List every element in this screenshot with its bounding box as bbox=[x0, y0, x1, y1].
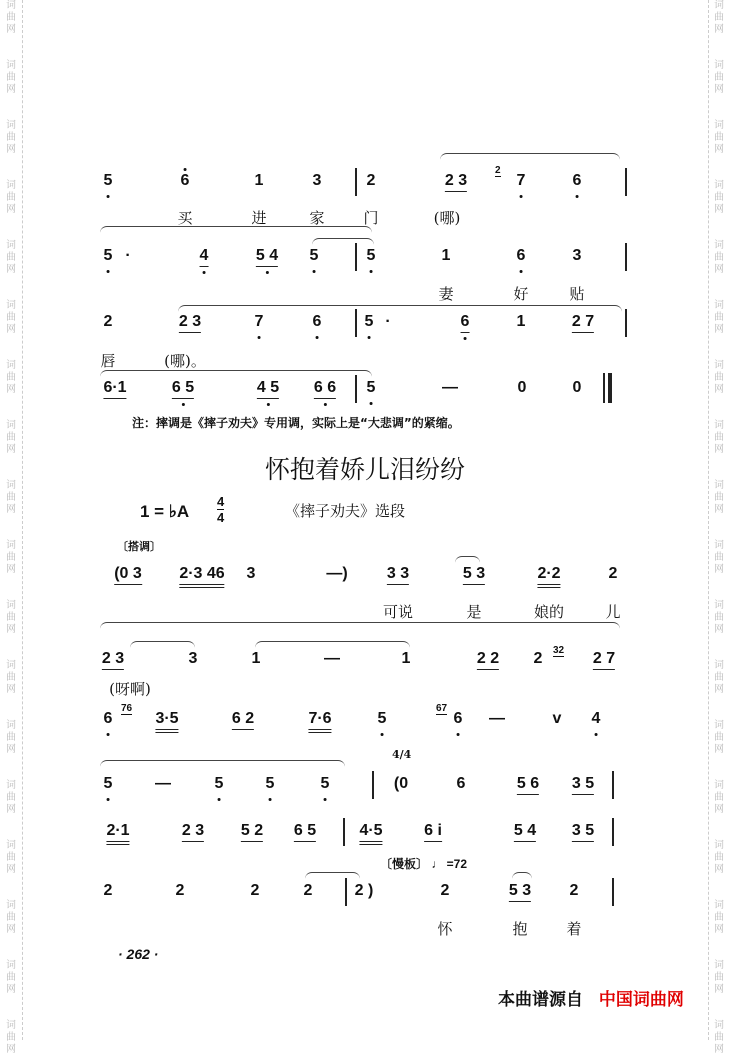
note: 6 bbox=[180, 172, 190, 189]
meter-change: 4/4 bbox=[392, 748, 412, 761]
watermark: 词 曲 网 bbox=[714, 180, 724, 215]
note: 6 bbox=[572, 172, 582, 189]
watermark: 词 曲 网 bbox=[6, 300, 16, 335]
note: 6 6 bbox=[314, 379, 336, 399]
barline bbox=[355, 168, 357, 196]
note: 2 7 bbox=[593, 650, 615, 670]
note: 2 3 bbox=[445, 172, 467, 192]
note: 6 bbox=[456, 775, 466, 792]
tempo-marking: 〔慢板〕 ♩ =72 bbox=[380, 857, 468, 871]
watermark: 词 曲 网 bbox=[714, 360, 724, 395]
note: 6 5 bbox=[294, 822, 316, 842]
watermark: 词 曲 网 bbox=[714, 0, 724, 35]
note: 5 4 bbox=[256, 247, 278, 267]
final-barline-thin bbox=[603, 373, 605, 403]
watermark: 词 曲 网 bbox=[714, 480, 724, 515]
note: 4 5 bbox=[257, 379, 279, 399]
note: 2 bbox=[250, 882, 260, 899]
note: 4 bbox=[591, 710, 601, 727]
barline bbox=[355, 243, 357, 271]
lyric: 可说 bbox=[382, 603, 414, 621]
lyric: 妻 bbox=[438, 285, 454, 303]
note: 2 bbox=[608, 565, 618, 582]
page-number: · 262 · bbox=[118, 946, 159, 962]
lyric: 门 bbox=[363, 209, 379, 227]
note: v bbox=[552, 710, 562, 727]
lyric: 好 bbox=[513, 285, 529, 303]
time-signature bbox=[217, 494, 224, 525]
lyric: 抱 bbox=[512, 920, 528, 938]
barline bbox=[625, 168, 627, 196]
note: 6 i bbox=[424, 822, 442, 842]
note: 5 bbox=[103, 775, 113, 792]
note: — bbox=[324, 650, 340, 667]
watermark: 词 曲 网 bbox=[714, 60, 724, 95]
note: 6 bbox=[461, 313, 470, 333]
lyric: 贴 bbox=[569, 285, 585, 303]
key-signature: 1 = ♭A bbox=[140, 502, 190, 521]
note: 2·3 46 bbox=[179, 565, 224, 588]
footer-source bbox=[498, 990, 684, 1011]
watermark: 词 曲 网 bbox=[714, 600, 724, 635]
note: 1 bbox=[441, 247, 451, 264]
subtitle: 《摔子劝夫》选段 bbox=[285, 502, 406, 520]
lyric: 唇 bbox=[100, 352, 116, 370]
source-label: 本曲谱源自 bbox=[498, 990, 583, 1010]
lyric: 着 bbox=[566, 920, 582, 938]
note: 2·2 bbox=[537, 565, 560, 588]
note: 6 bbox=[516, 247, 526, 264]
slur-line bbox=[255, 641, 410, 648]
watermark: 词 曲 网 bbox=[6, 240, 16, 275]
note: 5 bbox=[103, 172, 113, 189]
watermark: 词 曲 网 bbox=[714, 240, 724, 275]
note: 2 ) bbox=[354, 882, 374, 899]
watermark: 词 曲 网 bbox=[714, 420, 724, 455]
time-sig-top: 4 bbox=[217, 494, 225, 509]
lyric: 怀 bbox=[437, 920, 453, 938]
slur-line bbox=[130, 641, 195, 648]
barline bbox=[345, 878, 347, 906]
note: · bbox=[385, 313, 391, 330]
barline bbox=[612, 771, 614, 799]
note: 6·1 bbox=[103, 379, 126, 399]
watermark: 词 曲 网 bbox=[6, 60, 16, 95]
slur-line bbox=[100, 370, 372, 377]
note: 2 7 bbox=[572, 313, 594, 333]
time-sig-bottom: 4 bbox=[217, 510, 225, 525]
slur-line bbox=[178, 305, 622, 312]
lyric: (呀啊) bbox=[109, 680, 151, 698]
note: 3 bbox=[572, 247, 582, 264]
watermark: 词 曲 网 bbox=[6, 960, 16, 995]
note: 2 bbox=[175, 882, 185, 899]
note: 2 3 bbox=[179, 313, 201, 333]
lyric: 家 bbox=[309, 209, 325, 227]
song-title: 怀抱着娇儿泪纷纷 bbox=[264, 455, 466, 484]
note: (0 3 bbox=[114, 565, 142, 585]
grace-note: 32 bbox=[553, 645, 565, 656]
note: —) bbox=[326, 565, 348, 582]
note: 3 5 bbox=[572, 775, 594, 795]
note: — bbox=[489, 710, 505, 727]
note: 3 3 bbox=[387, 565, 409, 585]
lyric: 进 bbox=[251, 209, 267, 227]
note: 1 bbox=[251, 650, 261, 667]
note: 2 bbox=[303, 882, 313, 899]
watermark: 词 曲 网 bbox=[714, 120, 724, 155]
note: 6 bbox=[103, 710, 113, 727]
slur-line bbox=[100, 760, 345, 767]
note: 5 bbox=[320, 775, 330, 792]
watermark: 词 曲 网 bbox=[6, 0, 16, 35]
note: 5 bbox=[214, 775, 224, 792]
watermark: 词 曲 网 bbox=[714, 840, 724, 875]
note: 2 bbox=[366, 172, 376, 189]
note: 3 bbox=[188, 650, 198, 667]
note: 1 bbox=[254, 172, 264, 189]
watermark: 词 曲 网 bbox=[714, 720, 724, 755]
note: 3 bbox=[312, 172, 322, 189]
watermark: 词 曲 网 bbox=[714, 660, 724, 695]
note: 0 bbox=[572, 379, 582, 396]
note: — bbox=[442, 379, 458, 396]
barline bbox=[625, 243, 627, 271]
note: 4 bbox=[200, 247, 209, 267]
note: 5 bbox=[265, 775, 275, 792]
watermark: 词 曲 网 bbox=[6, 120, 16, 155]
note: 1 bbox=[401, 650, 411, 667]
note: 5 bbox=[103, 247, 113, 264]
watermark: 词 曲 网 bbox=[714, 1020, 724, 1055]
note: 7 bbox=[254, 313, 264, 330]
watermark: 词 曲 网 bbox=[6, 180, 16, 215]
note: · bbox=[125, 247, 131, 264]
lyric: (哪) bbox=[433, 209, 461, 227]
note: 2 bbox=[440, 882, 450, 899]
section-label: 〔搭调〕 bbox=[117, 541, 161, 553]
barline bbox=[372, 771, 374, 799]
watermark: 词 曲 网 bbox=[6, 540, 16, 575]
note: 2 bbox=[569, 882, 579, 899]
site-name-link[interactable]: 中国词曲网 bbox=[598, 990, 684, 1010]
note: 5 6 bbox=[517, 775, 539, 795]
note: 5 bbox=[366, 247, 376, 264]
watermark: 词 曲 网 bbox=[714, 960, 724, 995]
note: 5 3 bbox=[463, 565, 485, 585]
barline bbox=[612, 878, 614, 906]
note: 6 2 bbox=[232, 710, 254, 730]
barline bbox=[612, 818, 614, 846]
note: 2 2 bbox=[477, 650, 499, 670]
grace-note: 76 bbox=[121, 703, 133, 714]
note: 7 bbox=[516, 172, 526, 189]
note: 5 3 bbox=[509, 882, 531, 902]
watermark: 词 曲 网 bbox=[6, 660, 16, 695]
lyric: 是 bbox=[466, 603, 482, 621]
note: 4·5 bbox=[359, 822, 382, 845]
lyric: 儿 bbox=[605, 603, 621, 621]
note: 2 3 bbox=[102, 650, 124, 670]
note: 6 bbox=[312, 313, 322, 330]
barline bbox=[343, 818, 345, 846]
note: 5 bbox=[364, 313, 374, 330]
slur-line bbox=[440, 153, 620, 160]
barline bbox=[355, 375, 357, 403]
watermark: 词 曲 网 bbox=[714, 780, 724, 815]
note: 7·6 bbox=[308, 710, 331, 733]
slur-line bbox=[100, 226, 372, 233]
slur-line bbox=[512, 872, 532, 879]
note: 3 5 bbox=[572, 822, 594, 842]
watermark: 词 曲 网 bbox=[6, 360, 16, 395]
footnote: 注：摔调是《摔子劝夫》专用调，实际上是“大悲调”的紧缩。 bbox=[132, 416, 460, 430]
note: 3 bbox=[246, 565, 256, 582]
note: 5 4 bbox=[514, 822, 536, 842]
note: 6 5 bbox=[172, 379, 194, 399]
watermark: 词 曲 网 bbox=[714, 540, 724, 575]
slur-line bbox=[100, 622, 620, 629]
watermark: 词 曲 网 bbox=[714, 300, 724, 335]
watermark: 词 曲 网 bbox=[714, 900, 724, 935]
note: 3·5 bbox=[155, 710, 178, 733]
note: (0 bbox=[393, 775, 409, 792]
note: 2·1 bbox=[106, 822, 129, 845]
note: 1 bbox=[516, 313, 526, 330]
watermark: 词 曲 网 bbox=[6, 480, 16, 515]
slur-line bbox=[312, 238, 374, 245]
lyric: 买 bbox=[177, 209, 193, 227]
watermark: 词 曲 网 bbox=[6, 600, 16, 635]
note: 2 bbox=[103, 313, 113, 330]
slur-line bbox=[305, 872, 360, 879]
grace-note: 2 bbox=[495, 165, 501, 176]
grace-note: 67 bbox=[436, 703, 448, 714]
watermark: 词 曲 网 bbox=[6, 420, 16, 455]
note: 5 bbox=[366, 379, 376, 396]
barline bbox=[625, 309, 627, 337]
watermark: 词 曲 网 bbox=[6, 840, 16, 875]
note: 0 bbox=[517, 379, 527, 396]
lyric: (哪)。 bbox=[164, 352, 206, 370]
note: — bbox=[155, 775, 171, 792]
watermark: 词 曲 网 bbox=[6, 780, 16, 815]
final-barline bbox=[608, 373, 612, 403]
lyric: 娘的 bbox=[533, 603, 565, 621]
note: 2 bbox=[103, 882, 113, 899]
left-margin-line bbox=[22, 0, 23, 1040]
right-margin-line bbox=[708, 0, 709, 1040]
note: 2 bbox=[533, 650, 543, 667]
watermark: 词 曲 网 bbox=[6, 720, 16, 755]
note: 5 bbox=[309, 247, 319, 264]
note: 2 3 bbox=[182, 822, 204, 842]
barline bbox=[355, 309, 357, 337]
slur-line bbox=[455, 556, 480, 563]
watermark: 词 曲 网 bbox=[6, 1020, 16, 1055]
note: 5 2 bbox=[241, 822, 263, 842]
watermark: 词 曲 网 bbox=[6, 900, 16, 935]
note: 6 bbox=[453, 710, 463, 727]
note: 5 bbox=[377, 710, 387, 727]
